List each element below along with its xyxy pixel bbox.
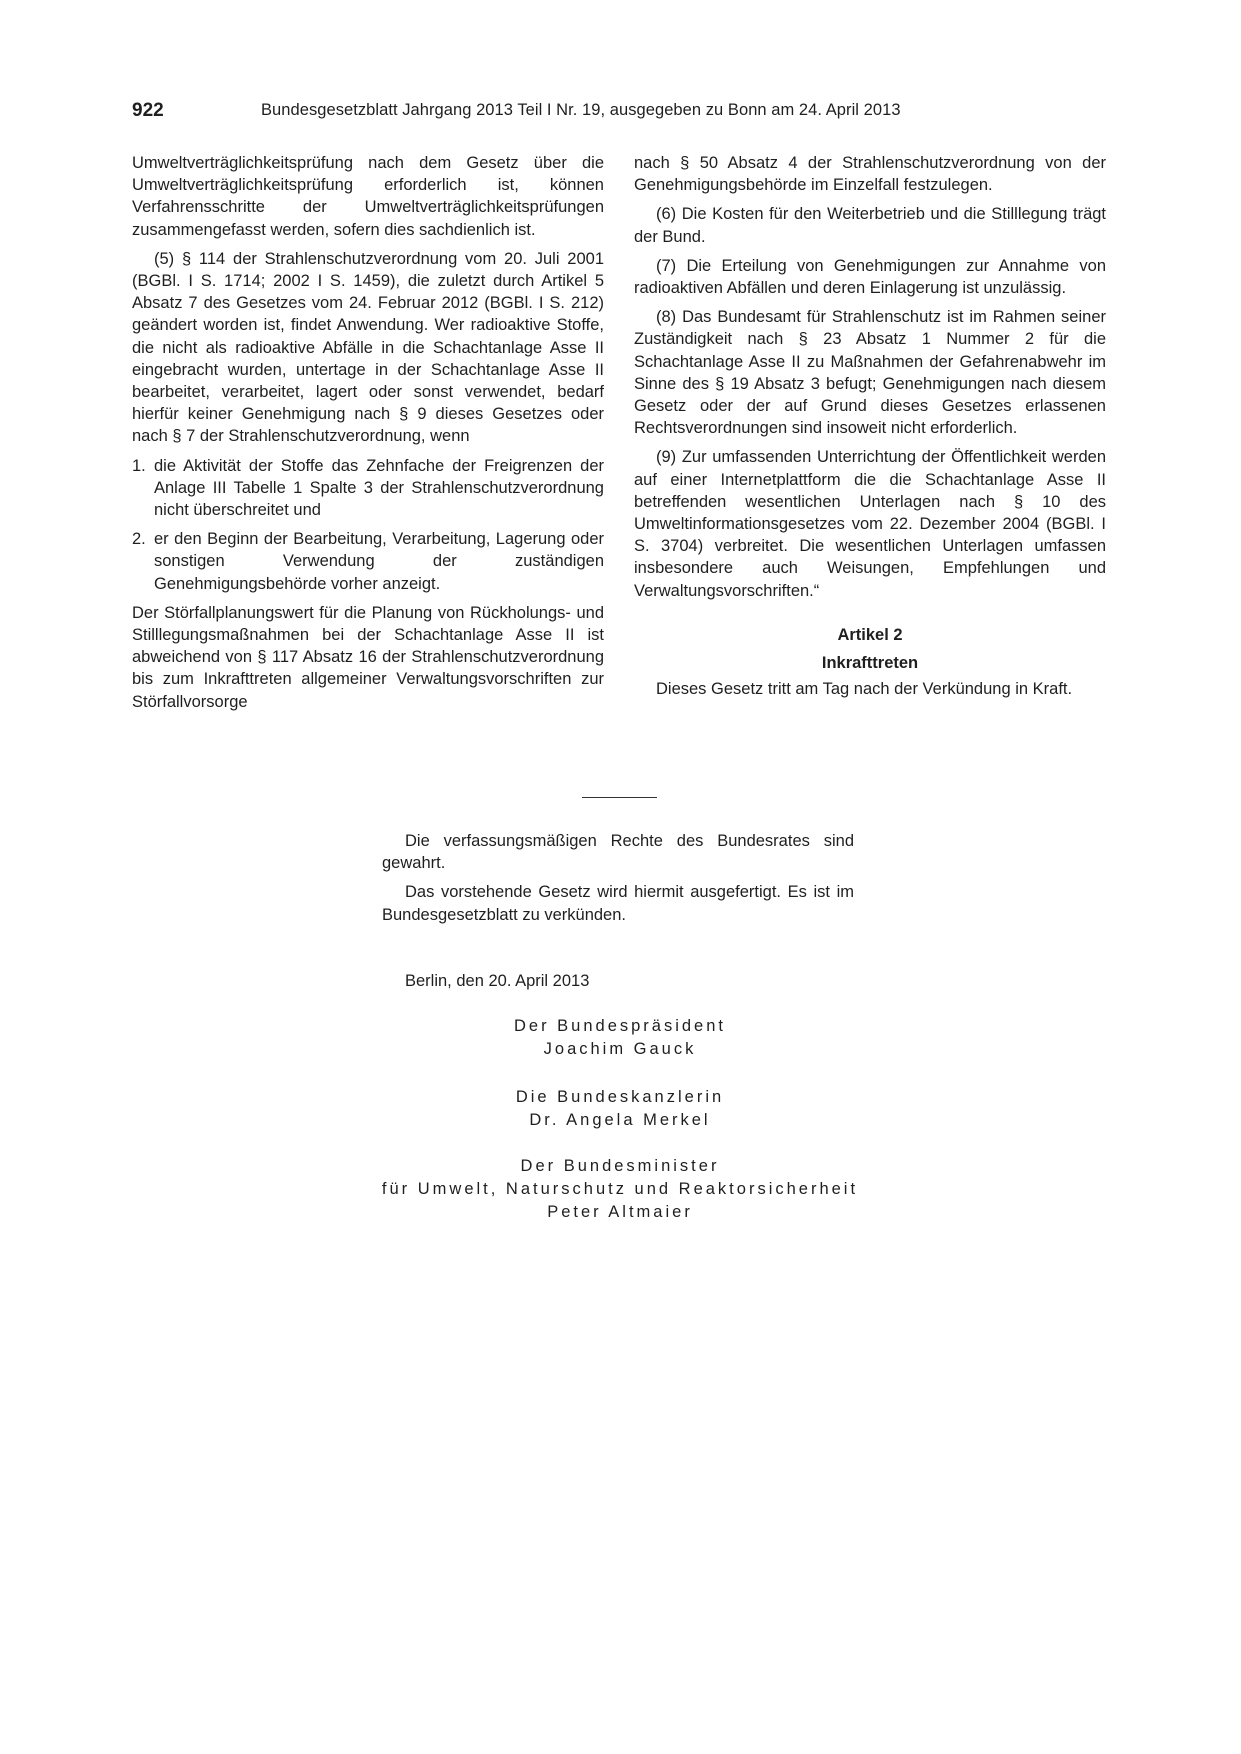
paragraph-continued: nach § 50 Absatz 4 der Strahlenschutzverordnung von der Genehmigungsbehörde im Einzelfall festzulegen.	[634, 154, 1106, 195]
paragraph-5: (5) § 114 der Strahlenschutzverordnung vom 20. Juli 2001 (BGBl. I S. 1714; 2002 I S. 1459), die zuletzt durch Artikel 5 Absatz 7 des Gesetzes vom 24. Februar 2012 (BGBl. I S. 212) geändert worden ist, findet Anwendung. Wer radioaktive Stoffe, die nicht als radioaktive Abfälle in die Schachtanlage Asse II eingebracht wurden, untertage in der Schachtanlage Asse II bearbeitet, verarbeitet, lagert oder sonst verwendet, bedarf hierfür keiner Genehmigung nach § 9 dieses Gesetzes oder nach § 7 der Strahlenschutzverordnung, wenn	[132, 249, 604, 446]
list-item	[132, 528, 604, 595]
paragraph-8: (8) Das Bundesamt für Strahlenschutz ist im Rahmen seiner Zuständigkeit nach § 23 Absatz 1 Nummer 2 für die Schachtanlage Asse II zu Maßnahmen der Gefahrenabwehr im Sinne des § 19 Absatz 3 befugt; Genehmigungen nach diesem Gesetz oder der auf Grund dieses Gesetzes erlassenen Rechtsverordnungen sind insoweit nicht erforderlich.	[634, 308, 1106, 438]
signatory-name: Peter Altmaier	[547, 1203, 693, 1221]
signature-block	[200, 1015, 1040, 1061]
signatory-title: Der Bundespräsident	[513, 1017, 726, 1035]
signatory-title: Die Bundeskanzlerin	[515, 1088, 725, 1106]
paragraph-7: (7) Die Erteilung von Genehmigungen zur Annahme von radioaktiven Abfällen und deren Einlagerung ist unzulässig.	[634, 256, 1106, 298]
paragraph-stoerfall: Der Störfallplanungswert für die Planung von Rückholungs- und Stilllegungsmaßnahmen bei der Schachtanlage Asse II ist abweichend von § 117 Absatz 16 der Strahlenschutzverordnung bis zum Inkrafttreten allgemeiner Verwaltungsvorschriften zur Störfallvorsorge	[132, 603, 604, 711]
rights-statement: Die verfassungsmäßigen Rechte des Bundesrates sind gewahrt.	[382, 832, 854, 873]
paragraph-continued: Umweltverträglichkeitsprüfung nach dem Gesetz über die Umweltverträglichkeitsprüfung erforderlich ist, können Verfahrensschritte der Umweltverträglichkeitsprüfungen zusammengefasst werden, sofern dies sachdienlich ist.	[132, 154, 604, 239]
left-column	[132, 152, 604, 720]
signatory-title: Der Bundesminister	[520, 1157, 720, 1175]
article-heading: Artikel 2	[837, 625, 903, 644]
running-head: Bundesgesetzblatt Jahrgang 2013 Teil I Nr. 19, ausgegeben zu Bonn am 24. April 2013	[261, 101, 901, 119]
article-text: Dieses Gesetz tritt am Tag nach der Verkündung in Kraft.	[656, 680, 1073, 699]
signature-block	[200, 1155, 1040, 1224]
signatory-name: Joachim Gauck	[543, 1040, 697, 1058]
list-item-number: 2.	[132, 530, 146, 549]
page-header	[132, 100, 1110, 126]
promulgation-statement: Das vorstehende Gesetz wird hiermit ausgefertigt. Es ist im Bundesgesetzblatt zu verkünden.	[382, 883, 854, 924]
signature-block	[200, 1086, 1040, 1132]
right-column	[634, 152, 1106, 707]
list-item-text: die Aktivität der Stoffe das Zehnfache der Freigrenzen der Anlage III Tabelle 1 Spalte 3 der Strahlenschutzverordnung nicht überschreitet und	[154, 456, 604, 520]
section-divider	[582, 797, 657, 798]
closing-block	[382, 830, 854, 933]
paragraph-9: (9) Zur umfassenden Unterrichtung der Öffentlichkeit werden auf einer Internetplattform die die Schachtanlage Asse II betreffenden wesentlichen Unterlagen nach § 10 des Umweltinformationsgesetzes vom 22. Dezember 2004 (BGBl. I S. 3704) verbreitet. Die wesentlichen Unterlagen umfassen insbesondere auch Weisungen, Empfehlungen und Verwaltungsvorschriften.“	[634, 448, 1106, 600]
place-date: Berlin, den 20. April 2013	[405, 972, 590, 990]
list-item-text: er den Beginn der Bearbeitung, Verarbeitung, Lagerung oder sonstigen Verwendung der zuständigen Genehmigungsbehörde vorher anzeigt.	[154, 530, 604, 593]
signatory-name: Dr. Angela Merkel	[529, 1111, 711, 1129]
paragraph-6: (6) Die Kosten für den Weiterbetrieb und die Stilllegung trägt der Bund.	[634, 205, 1106, 246]
page-number: 922	[132, 100, 164, 121]
list-item	[132, 455, 604, 522]
article-title: Inkrafttreten	[821, 654, 919, 673]
list-item-number: 1.	[132, 456, 146, 475]
signatory-portfolio: für Umwelt, Naturschutz und Reaktorsicherheit	[381, 1180, 859, 1198]
